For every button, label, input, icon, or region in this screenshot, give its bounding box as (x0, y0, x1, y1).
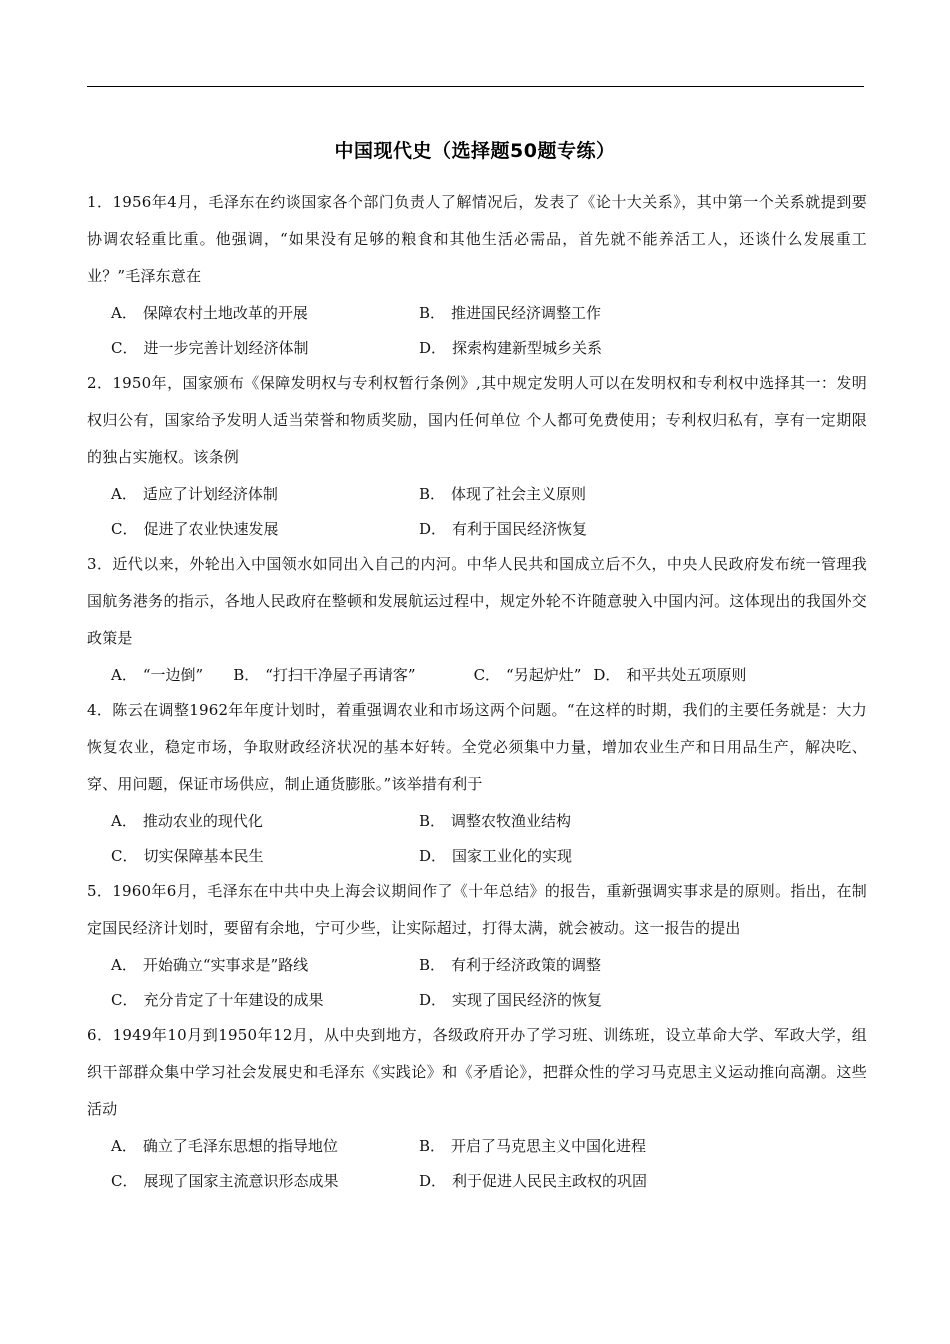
option-text: “另起炉灶” (506, 666, 582, 684)
option-text: 探索构建新型城乡关系 (452, 339, 603, 357)
option-text: 确立了毛泽东思想的指导地位 (142, 1137, 338, 1155)
option-letter: D． (593, 666, 621, 684)
option-d (419, 845, 727, 866)
option-a (111, 302, 419, 323)
option-letter: D． (419, 1172, 447, 1190)
option-text: “一边倒” (142, 666, 204, 684)
option-text: 充分肯定了十年建设的成果 (143, 991, 324, 1009)
option-letter: B． (419, 956, 446, 974)
option-letter: D． (419, 520, 447, 538)
option-list (111, 1128, 867, 1198)
option-list (111, 947, 867, 1017)
option-text: 展现了国家主流意识形态成果 (143, 1172, 339, 1190)
option-row (111, 476, 867, 511)
option-row (111, 947, 867, 982)
option-letter: A． (111, 304, 137, 322)
option-text: 保障农村土地改革的开展 (142, 304, 308, 322)
option-row (111, 803, 867, 838)
option-c (111, 989, 419, 1010)
option-text: 适应了计划经济体制 (142, 485, 278, 503)
option-list (111, 803, 867, 873)
option-c (111, 518, 419, 539)
option-text: 体现了社会主义原则 (451, 485, 587, 503)
option-a (111, 483, 419, 504)
option-letter: A． (111, 812, 137, 830)
option-text: 推动农业的现代化 (142, 812, 263, 830)
option-a (111, 954, 419, 975)
option-b (419, 1135, 727, 1156)
option-d (593, 664, 746, 685)
question-1 (87, 184, 867, 365)
question-stem: 6．1949年10月到1950年12月，从中央到地方，各级政府开办了学习班、训练班，设立革命大学、军政大学，组织干部群众集中学习社会发展史和毛泽东《实践论》和《矛盾论》，把群众性的学习马克思主义运动推向高潮。这些活动 (87, 1026, 867, 1118)
option-b (233, 664, 415, 685)
option-text: 有利于国民经济恢复 (452, 520, 588, 538)
option-letter: B． (419, 304, 446, 322)
option-text: 调整农牧渔业结构 (451, 812, 572, 830)
question-stem: 1．1956年4月，毛泽东在约谈国家各个部门负责人了解情况后，发表了《论十大关系》，其中第一个关系就提到要协调农轻重比重。他强调，“如果没有足够的粮食和其他生活必需品，首先就不能养活工人，还谈什么发展重工业？”毛泽东意在 (87, 193, 867, 285)
page-title: 中国现代史（选择题50题专练） (334, 140, 616, 162)
option-letter: B． (419, 1137, 446, 1155)
option-c (111, 337, 419, 358)
option-d (419, 989, 727, 1010)
question-5 (87, 873, 867, 1017)
option-row (111, 657, 867, 692)
option-letter: A． (111, 485, 137, 503)
option-letter: D． (419, 991, 447, 1009)
option-letter: B． (233, 666, 260, 684)
option-text: 推进国民经济调整工作 (451, 304, 602, 322)
question-stem: 4．陈云在调整1962年年度计划时，着重强调农业和市场这两个问题。“在这样的时期，我们的主要任务就是：大力恢复农业，稳定市场，争取财政经济状况的基本好转。全党必须集中力量，增加农业生产和日用品生产，解决吃、穿、用问题，保证市场供应，制止通货膨胀。”该举措有利于 (87, 701, 867, 793)
question-6 (87, 1017, 867, 1198)
option-text: 利于促进人民民主政权的巩固 (452, 1172, 648, 1190)
option-letter: D． (419, 847, 447, 865)
option-c (111, 845, 419, 866)
option-letter: B． (419, 485, 446, 503)
option-letter: C． (111, 520, 138, 538)
option-text: “打扫干净屋子再请客” (265, 666, 416, 684)
option-b (419, 302, 727, 323)
option-letter: C． (473, 666, 501, 684)
option-text: 国家工业化的实现 (452, 847, 573, 865)
question-4 (87, 692, 867, 873)
option-b (419, 954, 727, 975)
option-row (111, 1128, 867, 1163)
option-a (111, 1135, 419, 1156)
option-d (419, 518, 727, 539)
option-b (419, 810, 727, 831)
option-d (419, 1170, 727, 1191)
option-list (111, 476, 867, 546)
question-stem: 2．1950年，国家颁布《保障发明权与专利权暂行条例》,其中规定发明人可以在发明权和专利权中选择其一：发明权归公有，国家给予发明人适当荣誉和物质奖励，国内任何单位 个人都可免费使用；专利权归私有，享有一定期限的独占实施权。该条例 (87, 374, 867, 466)
option-letter: D． (419, 339, 447, 357)
option-text: 实现了国民经济的恢复 (452, 991, 603, 1009)
option-letter: A． (111, 956, 137, 974)
option-c (111, 1170, 419, 1191)
option-letter: A． (111, 1137, 137, 1155)
option-row (111, 838, 867, 873)
question-2 (87, 365, 867, 546)
question-stem: 5．1960年6月，毛泽东在中共中央上海会议期间作了《十年总结》的报告，重新强调实事求是的原则。指出，在制定国民经济计划时，要留有余地，宁可少些，让实际超过，打得太满，就会被动。这一报告的提出 (87, 882, 867, 937)
option-letter: C． (111, 339, 138, 357)
option-text: 开始确立“实事求是”路线 (142, 956, 309, 974)
option-letter: C． (111, 847, 138, 865)
option-text: 开启了马克思主义中国化进程 (451, 1137, 647, 1155)
option-c (474, 664, 582, 685)
option-text: 和平共处五项原则 (626, 666, 747, 684)
option-letter: A． (111, 666, 137, 684)
option-row (111, 511, 867, 546)
option-text: 有利于经济政策的调整 (451, 956, 602, 974)
option-row (111, 982, 867, 1017)
option-text: 切实保障基本民生 (143, 847, 264, 865)
option-list (111, 295, 867, 365)
question-stem: 3．近代以来，外轮出入中国领水如同出入自己的内河。中华人民共和国成立后不久，中央人民政府发布统一管理我国航务港务的指示，各地人民政府在整顿和发展航运过程中，规定外轮不许随意驶入中国内河。这体现出的我国外交政策是 (87, 555, 867, 647)
option-row (111, 295, 867, 330)
option-a (111, 810, 419, 831)
option-letter: C． (111, 1172, 138, 1190)
header-rule (87, 86, 864, 87)
option-b (419, 483, 727, 504)
option-a (111, 664, 203, 685)
option-row (111, 1163, 867, 1198)
question-3 (87, 546, 867, 692)
option-text: 促进了农业快速发展 (143, 520, 279, 538)
question-list (87, 184, 867, 1198)
option-row (111, 330, 867, 365)
option-letter: C． (111, 991, 138, 1009)
option-d (419, 337, 727, 358)
option-text: 进一步完善计划经济体制 (143, 339, 309, 357)
option-list (111, 657, 867, 692)
option-letter: B． (419, 812, 446, 830)
